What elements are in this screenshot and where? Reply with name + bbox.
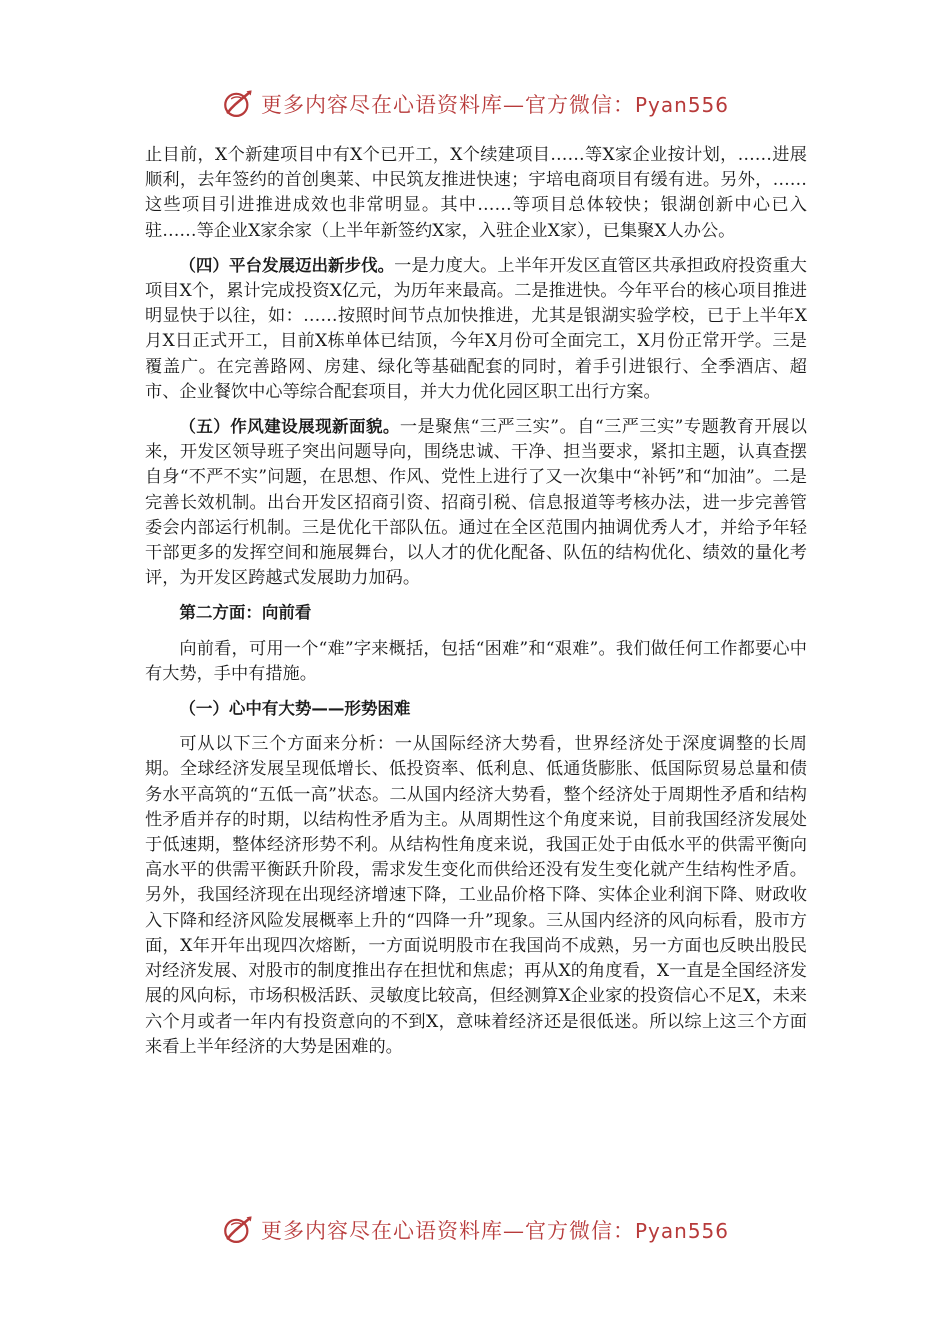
paragraph-1: 止目前，X个新建项目中有X个已开工，X个续建项目……等X家企业按计划，……进展顺利，去年签约的首创奥莱、中民筑友推进快速；宇培电商项目有缓有进。另外，……这些项目引进推进成效也非常明显。其中……等项目总体较快；银湖创新中心已入驻……等企业X家余家（上半年新签约X家，入驻企业X家），已集聚X人办公。 bbox=[145, 145, 807, 241]
footer-banner bbox=[0, 1210, 950, 1250]
paragraph-style bbox=[145, 414, 807, 591]
paragraph-platform bbox=[145, 253, 807, 405]
document-body bbox=[145, 143, 807, 1069]
paragraph-platform-body: 一是力度大。上半年开发区直管区共承担政府投资重大项目X个，累计完成投资X亿元，为历年来最高。二是推进快。今年平台的核心项目推进明显快于以往，如：……按照时间节点加快推进，尤其是银湖实验学校，已于上半年X月X日正式开工，目前X栋单体已结顶，今年X月份可全面完工，X月份正常开学。三是覆盖广。在完善路网、房建、绿化等基础配套的同时，着手引进银行、全季酒店、超市、企业餐饮中心等综合配套项目，并大力优化园区职工出行方案。 bbox=[145, 255, 807, 402]
paragraph-analysis: 可从以下三个方面来分析：一从国际经济大势看，世界经济处于深度调整的长周期。全球经济发展呈现低增长、低投资率、低利息、低通货膨胀、低国际贸易总量和债务水平高筑的“五低一高”状态。二从国内经济大势看，整个经济处于周期性矛盾和结构性矛盾并存的时期，以结构性矛盾为主。从周期性这个角度来说，目前我国经济发展处于低速期，整体经济形势不利。从结构性角度来说，我国正处于由低水平的供需平衡向高水平的供需平衡跃升阶段，需求发生变化而供给还没有发生变化就产生结构性矛盾。另外，我国经济现在出现经济增速下降，工业品价格下降、实体企业利润下降、财政收入下降和经济风险发展概率上升的“四降一升”现象。三从国内经济的风向标看，股市方面，X年开年出现四次熔断，一方面说明股市在我国尚不成熟，另一方面也反映出股民对经济发展、对股市的制度推出存在担忧和焦虑；再从X的角度看，X一直是全国经济发展的风向标，市场积极活跃、灵敏度比较高，但经测算X企业家的投资信心不足X，未来六个月或者一年内有投资意向的不到X，意味着经济还是很低迷。所以综上这三个方面来看上半年经济的大势是困难的。 bbox=[145, 734, 807, 1057]
paragraph-style-lead: （五）作风建设展现新面貌。 bbox=[179, 417, 400, 437]
section-heading-2: 第二方面：向前看 bbox=[179, 603, 312, 623]
header-banner bbox=[0, 84, 950, 124]
banner-text: 更多内容尽在心语资料库—官方微信：Pyan556 bbox=[260, 93, 729, 117]
pen-swirl-logo-icon bbox=[221, 1213, 255, 1247]
paragraph-style-body: 一是聚焦“三严三实”。自“三严三实”专题教育开展以来，开发区领导班子突出问题导向，围绕忠诚、干净、担当要求，紧扣主题，认真查摆自身“不严不实”问题，在思想、作风、党性上进行了又一次集中“补钙”和“加油”。二是完善长效机制。出台开发区招商引资、招商引税、信息报道等考核办法，进一步完善管委会内部运行机制。三是优化干部队伍。通过在全区范围内抽调优秀人才，并给予年轻干部更多的发挥空间和施展舞台，以人才的优化配备、队伍的结构优化、绩效的量化考评，为开发区跨越式发展助力加码。 bbox=[145, 417, 807, 589]
banner-text: 更多内容尽在心语资料库—官方微信：Pyan556 bbox=[260, 1219, 729, 1243]
subheading-1: （一）心中有大势——形势困难 bbox=[179, 699, 411, 719]
paragraph-forward: 向前看，可用一个“难”字来概括，包括“困难”和“艰难”。我们做任何工作都要心中有大势，手中有措施。 bbox=[145, 638, 807, 684]
paragraph-platform-lead: （四）平台发展迈出新步伐。 bbox=[179, 255, 395, 275]
pen-swirl-logo-icon bbox=[221, 87, 255, 121]
